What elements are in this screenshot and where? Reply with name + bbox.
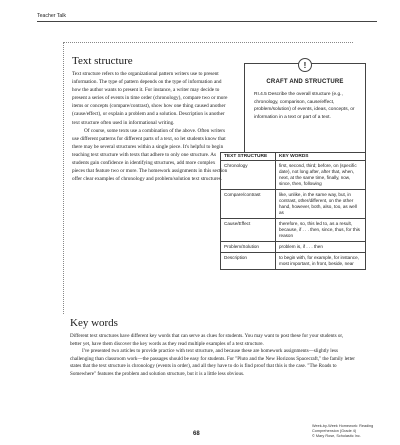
paragraph: Of course, some texts use a combination of the above. Often writers use different patterns for different parts of a text, so let students know that there may be several structures within a single piece. It's helpful to begin teaching text structure with texts that adhere to only one structure. As students gain confidence in identifying structures, add more complex pieces that feature two or more. The homework assignments in this section offer clear examples of chronology and problem/solution text structures.	[72, 127, 228, 183]
table-row	[221, 219, 366, 242]
table-cell-structure: Chronology	[221, 161, 276, 190]
footer-credit	[312, 424, 400, 439]
table-cell-key-words: therefore, so, this led to, as a result, because, if . . . then, since, thus, for this reason	[276, 219, 366, 242]
page-number: 68	[193, 431, 200, 437]
paragraph: Different text structures have different key words that can serve as clues for students. You may want to post these for your students or, better yet, have them discover the key words as they read multiple examples of a text structure.	[70, 333, 344, 347]
table-row	[221, 161, 366, 190]
key-words-body	[70, 333, 356, 379]
section-title-text-structure: Text structure	[72, 55, 133, 67]
section-top-divider	[63, 42, 353, 43]
table-header-text-structure: TEXT STRUCTURE	[221, 153, 276, 161]
exclamation-badge-icon	[298, 58, 312, 72]
table-cell-key-words: to begin with, for example, for instance, most important, in front, beside, near	[276, 253, 366, 270]
table-cell-structure: Description	[221, 253, 276, 270]
standard-callout-box	[244, 63, 366, 158]
standard-text: RI.4.5 Describe the overall structure (e.g., chronology, comparison, cause/effect, problem/solution) of events, ideas, concepts, or information in a text or part of a text.	[254, 92, 355, 120]
table-cell-key-words: first, second, third; before, on (specific date), not long after, after that, when, next, at the same time, finally, now, since, then, following	[276, 161, 366, 190]
section-side-divider	[63, 42, 64, 314]
table-row	[221, 190, 366, 219]
key-words-table	[220, 152, 366, 270]
text-structure-body	[72, 70, 229, 183]
running-head: Teacher Talk	[37, 13, 67, 19]
header-divider	[37, 21, 377, 22]
table-row	[221, 242, 366, 253]
table-cell-structure: Problem/Solution	[221, 242, 276, 253]
table-cell-structure: Compare/contrast	[221, 190, 276, 219]
table-row	[221, 253, 366, 270]
table-header-row	[221, 153, 366, 161]
standard-title: CRAFT AND STRUCTURE	[266, 79, 344, 85]
table-header-key-words: KEY WORDS	[276, 153, 366, 161]
section-title-key-words: Key words	[70, 317, 118, 329]
table-cell-key-words: like, unlike, in the same way, but, in contrast, other/different, on the other hand, however, both, also, too, as well as	[276, 190, 366, 219]
paragraph: Text structure refers to the organizational pattern writers use to present information. The type of pattern depends on the type of information and how the author wants to present it. For instance, a writer may decide to present a series of events in time order (chronology), compare two or more items or concepts (compare/contrast), show how one thing caused another (cause/effect), or explain a problem and a solution. Description is another text structure often used in informational writing.	[72, 71, 228, 126]
footer-credit-line: © Mary Rose, Scholastic Inc.	[312, 434, 361, 438]
table-cell-structure: Cause/Effect	[221, 219, 276, 242]
paragraph: I've presented two articles to provide practice with text structure, and because these are homework assignments—slightly less challenging than classroom work—the passages should be easy for students. For "Pluto and the New Horizons Spacecraft," the family letter states that the text structure is chronology (events in order), and all they have to do is find proof that this is the case. "The Roads to Somewhere" features the problem and solution structure, but it is a little less obvious.	[70, 348, 355, 377]
table-cell-key-words: problem is, if . . . then	[276, 242, 366, 253]
footer-credit-line: Week-by-Week Homework: Reading Comprehension (Grade 4)	[312, 424, 374, 433]
